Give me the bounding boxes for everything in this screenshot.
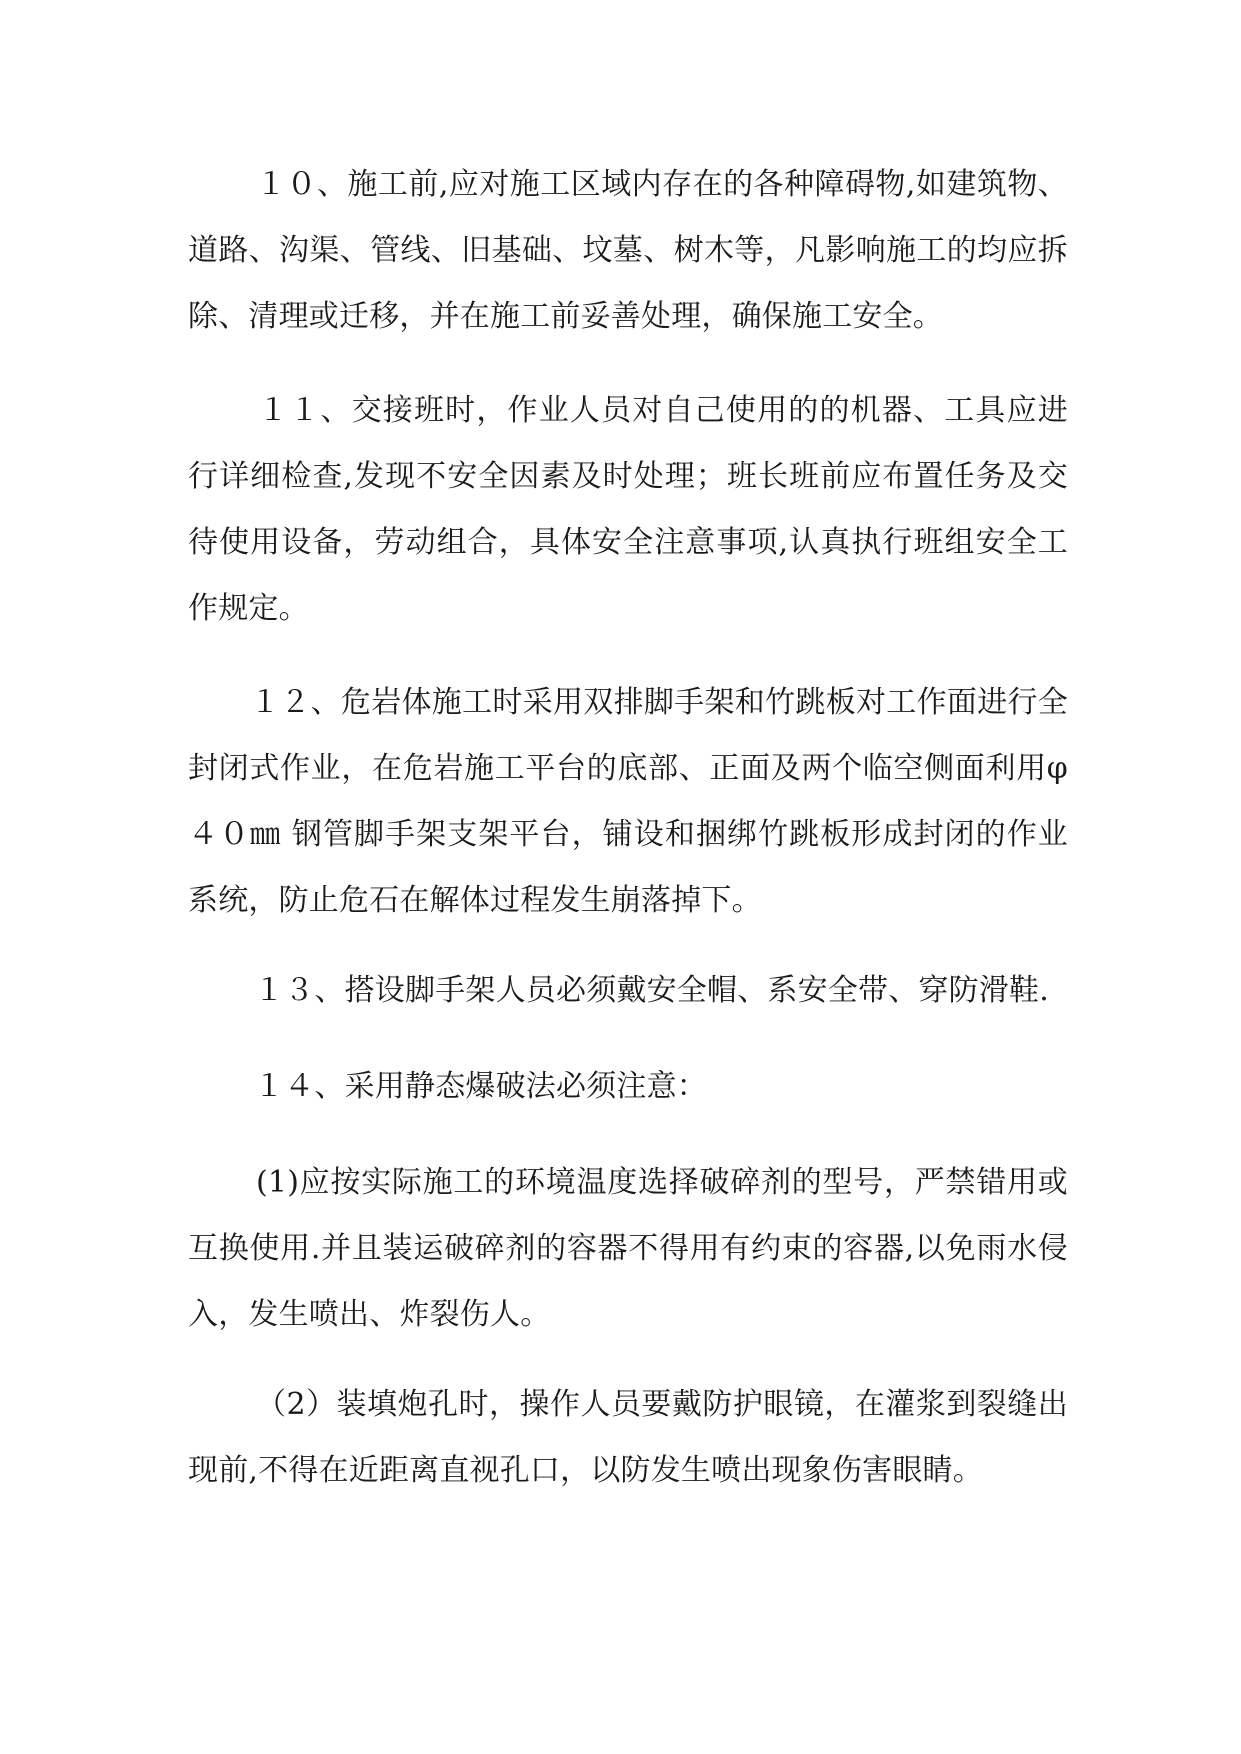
- paragraph-item-11: １１、交接班时，作业人员对自己使用的的机器、工具应进行详细检查,发现不安全因素及时处理；班长班前应布置任务及交待使用设备，劳动组合，具体安全注意事项,认真执行班组安全工作规定。: [188, 393, 1068, 626]
- paragraph-item-14: １４、采用静态爆破法必须注意：: [254, 1069, 707, 1104]
- paragraph-sub-1: (1)应按实际施工的环境温度选择破碎剂的型号，严禁错用或互换使用.并且装运破碎剂的容器不得用有约束的容器,以免雨水侵入，发生喷出、炸裂伤人。: [188, 1165, 1068, 1332]
- paragraph-sub-2: （2）装填炮孔时，操作人员要戴防护眼镜，在灌浆到裂缝出现前,不得在近距离直视孔口，以防发生喷出现象伤害眼睛。: [188, 1387, 1068, 1488]
- paragraph-item-10: １０、施工前,应对施工区域内存在的各种障碍物,如建筑物、道路、沟渠、管线、旧基础、坟墓、树木等，凡影响施工的均应拆除、清理或迁移，并在施工前妥善处理，确保施工安全。: [188, 167, 1068, 334]
- paragraph-item-13: １３、搭设脚手架人员必须戴安全帽、系安全带、穿防滑鞋.: [254, 973, 1049, 1008]
- paragraph-item-12: １２、危岩体施工时采用双排脚手架和竹跳板对工作面进行全封闭式作业，在危岩施工平台的底部、正面及两个临空侧面利用φ４０㎜ 钢管脚手架支架平台，铺设和捆绑竹跳板形成封闭的作业系统，防止危石在解体过程发生崩落掉下。: [188, 685, 1068, 918]
